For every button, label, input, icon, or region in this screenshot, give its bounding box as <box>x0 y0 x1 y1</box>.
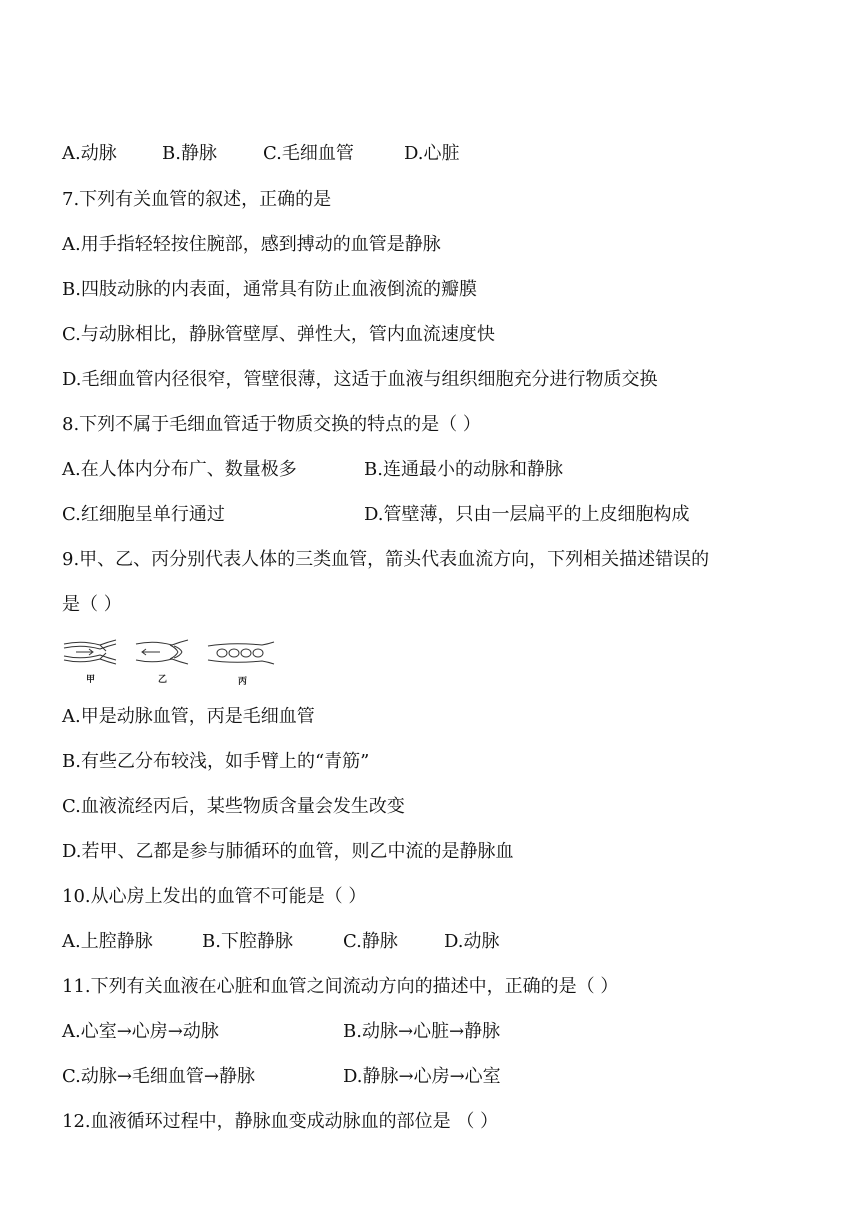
q8-option-a: A.在人体内分布广、数量极多 <box>62 459 297 480</box>
q7-option-b: B.四肢动脉的内表面，通常具有防止血液倒流的瓣膜 <box>62 279 477 300</box>
q10-option-b: B.下腔静脉 <box>202 931 293 952</box>
q7-option-a: A.用手指轻轻按住腕部，感到搏动的血管是静脉 <box>62 234 441 255</box>
q9-option-d: D.若甲、乙都是参与肺循环的血管，则乙中流的是静脉血 <box>62 841 514 862</box>
q10-option-a: A.上腔静脉 <box>62 931 153 952</box>
q7-stem: 7.下列有关血管的叙述，正确的是 <box>62 189 332 210</box>
q8-option-b: B.连通最小的动脉和静脉 <box>364 459 563 480</box>
vessel-yi-drawing <box>136 640 188 664</box>
q11-option-b: B.动脉→心脏→静脉 <box>343 1021 501 1042</box>
q6-option-b: B.静脉 <box>162 143 217 164</box>
q9-option-c: C.血液流经丙后，某些物质含量会发生改变 <box>62 796 405 817</box>
q8-option-d: D.管壁薄，只由一层扁平的上皮细胞构成 <box>364 504 690 525</box>
blood-vessel-figure <box>62 636 282 688</box>
q6-option-d: D.心脏 <box>404 143 460 164</box>
q7-option-c: C.与动脉相比，静脉管壁厚、弹性大，管内血流速度快 <box>62 324 495 345</box>
q9-option-b: B.有些乙分布较浅，如手臂上的“青筋” <box>62 751 370 772</box>
q11-option-a: A.心室→心房→动脉 <box>62 1021 219 1042</box>
q10-option-d: D.动脉 <box>444 931 500 952</box>
vessel-bing-drawing <box>208 642 274 664</box>
q10-option-c: C.静脉 <box>343 931 398 952</box>
q11-option-c: C.动脉→毛细血管→静脉 <box>62 1066 256 1087</box>
q9-stem-line2: 是（ ） <box>62 594 122 615</box>
q10-stem: 10.从心房上发出的血管不可能是（ ） <box>62 886 367 907</box>
q11-stem: 11.下列有关血液在心脏和血管之间流动方向的描述中，正确的是（ ） <box>62 976 619 997</box>
q9-option-a: A.甲是动脉血管，丙是毛细血管 <box>62 706 315 727</box>
q12-stem: 12.血液循环过程中，静脉血变成动脉血的部位是 （ ） <box>62 1111 499 1132</box>
q11-option-d: D.静脉→心房→心室 <box>343 1066 501 1087</box>
vessel-jia-drawing <box>64 640 116 664</box>
q6-option-a: A.动脉 <box>62 143 117 164</box>
q6-option-c: C.毛细血管 <box>263 143 354 164</box>
q8-stem: 8.下列不属于毛细血管适于物质交换的特点的是（ ） <box>62 414 481 435</box>
figure-label-yi: 乙 <box>158 675 168 685</box>
figure-label-bing: 丙 <box>238 677 248 687</box>
q9-stem-line1: 9.甲、乙、丙分别代表人体的三类血管，箭头代表血流方向，下列相关描述错误的 <box>62 549 710 570</box>
q8-option-c: C.红细胞呈单行通过 <box>62 504 225 525</box>
q7-option-d: D.毛细血管内径很窄，管壁很薄，这适于血液与组织细胞充分进行物质交换 <box>62 369 658 390</box>
figure-label-jia: 甲 <box>86 675 96 685</box>
